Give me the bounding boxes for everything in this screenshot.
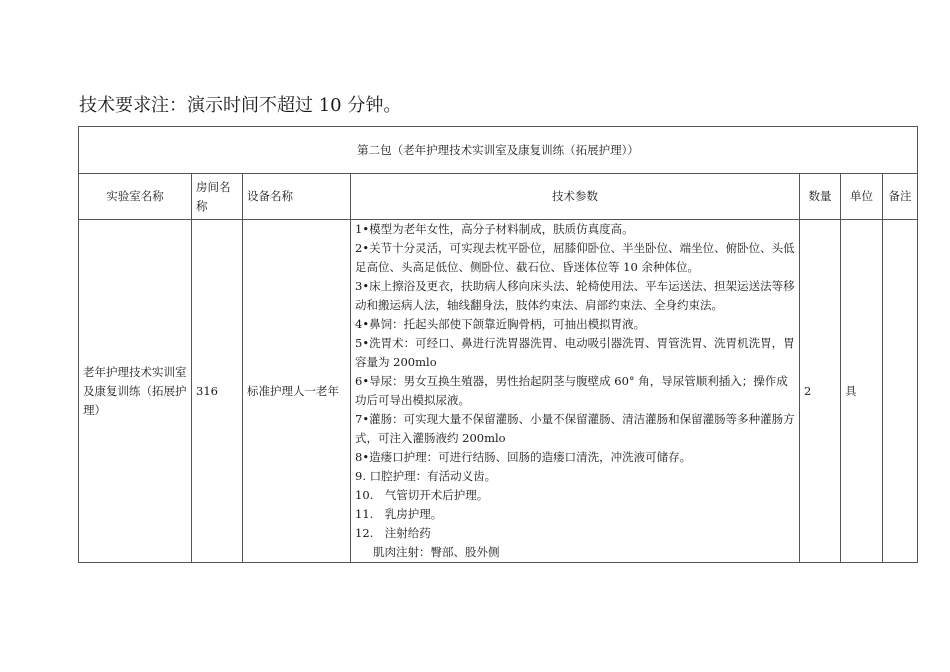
param-line: 5•洗胃术：可经口、鼻进行洗胃器洗胃、电动吸引器洗胃、胃管洗胃、洗胃机洗胃，胃容量为 200mlo bbox=[355, 336, 795, 369]
param-line: 11. 乳房护理。 bbox=[355, 507, 443, 521]
cell-equipment: 标准护理人一老年 bbox=[243, 220, 351, 563]
param-line: 10. 气管切开术后护理。 bbox=[355, 488, 489, 502]
param-line: 7•灌肠：可实现大量不保留灌肠、小量不保留灌肠、清洁灌肠和保留灌肠等多种灌肠方式，可注入灌肠液约 200mlo bbox=[355, 412, 795, 445]
param-line: 4•鼻饲：托起头部使下颌靠近胸骨柄，可抽出模拟胃液。 bbox=[355, 317, 646, 331]
param-line: 3•床上擦浴及更衣，扶助病人移向床头法、轮椅使用法、平车运送法、担架运送法等移动和搬运病人法，轴线翻身法，肢体约束法、肩部约束法、全身约束法。 bbox=[355, 279, 795, 312]
table-row bbox=[79, 220, 918, 563]
header-unit: 单位 bbox=[841, 174, 883, 220]
table-title: 第二包（老年护理技术实训室及康复训练（拓展护理）） bbox=[79, 127, 918, 174]
param-line: 1•模型为老年女性，高分子材料制成，肤质仿真度高。 bbox=[355, 222, 634, 236]
cell-qty: 2 bbox=[800, 220, 841, 563]
table-title-row bbox=[79, 127, 918, 174]
table-header-row bbox=[79, 174, 918, 220]
technical-note: 技术要求注：演示时间不超过 10 分钟。 bbox=[79, 95, 402, 116]
param-line: 9. 口腔护理：有活动义齿。 bbox=[355, 469, 497, 483]
cell-lab-name: 老年护理技术实训室及康复训练（拓展护理） bbox=[79, 220, 192, 563]
param-line: 8•造瘘口护理：可进行结肠、回肠的造瘘口清洗，冲洗液可储存。 bbox=[355, 450, 692, 464]
header-remark: 备注 bbox=[883, 174, 918, 220]
param-line: 12. 注射给药 bbox=[355, 526, 431, 540]
param-subline: 肌肉注射：臀部、股外侧 bbox=[373, 545, 500, 559]
spec-table bbox=[78, 126, 918, 563]
header-equipment: 设备名称 bbox=[243, 174, 351, 220]
cell-params bbox=[351, 220, 800, 563]
cell-room: 316 bbox=[192, 220, 243, 563]
header-lab-name: 实验室名称 bbox=[79, 174, 192, 220]
param-line: 6•导尿：男女互换生殖器，男性抬起阴茎与腹壁成 60° 角，导尿管顺利插入；操作成功后可导出模拟尿液。 bbox=[355, 374, 788, 407]
header-qty: 数量 bbox=[800, 174, 841, 220]
header-room-name: 房间名称 bbox=[192, 174, 243, 220]
cell-remark bbox=[883, 220, 918, 563]
header-params: 技术参数 bbox=[351, 174, 800, 220]
param-line: 2•关节十分灵活，可实现去枕平卧位，屈膝仰卧位、半坐卧位、端坐位、俯卧位、头低足高位、头高足低位、侧卧位、截石位、昏迷体位等 10 余种体位。 bbox=[355, 241, 795, 274]
cell-unit: 具 bbox=[841, 220, 883, 563]
